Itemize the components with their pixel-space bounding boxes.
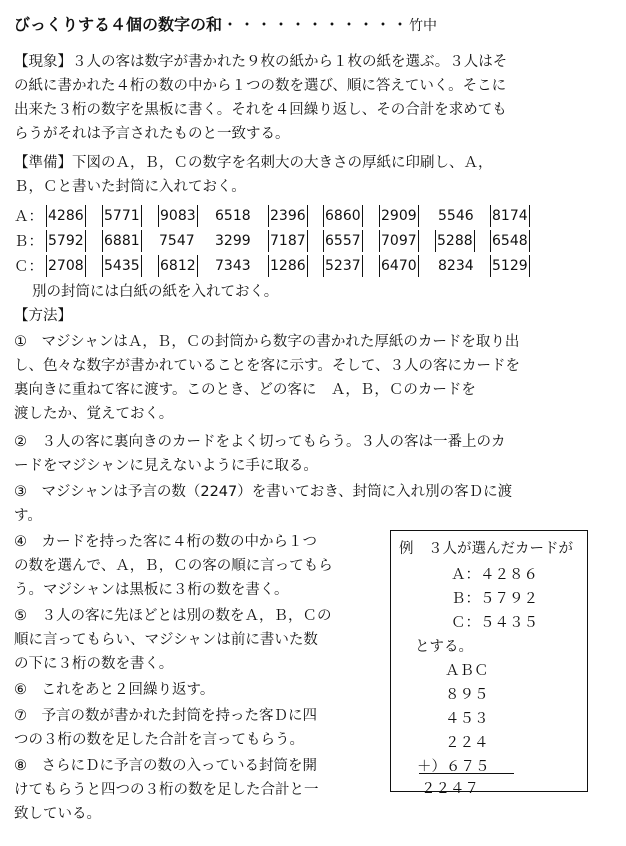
phenomenon-line: 出来た３桁の数字を黒板に書く。それを４回繰り返し、その合計を求めても [14, 102, 507, 118]
table-cell: 5546 [438, 208, 474, 224]
example-card-c: Ｃ：５４３５ [451, 615, 538, 631]
table-cell: 8174 [490, 205, 530, 227]
example-addend: ２２４ [445, 735, 489, 751]
prep-line: Ｂ，Ｃと書いた封筒に入れておく。 [14, 179, 246, 195]
method-line: ⑦ 予言の数が書かれた封筒を持った客Ｄに四 [14, 708, 317, 724]
table-cell: 6860 [323, 205, 363, 227]
table-cell: 6881 [102, 230, 142, 252]
row-label: Ｃ： [14, 259, 43, 275]
example-heading: 例 ３人が選んだカードが [399, 541, 573, 557]
method-line: 致している。 [14, 806, 101, 822]
table-cell: 7343 [215, 258, 251, 274]
table-cell: 8234 [438, 258, 474, 274]
table-row-a [14, 205, 528, 227]
example-sum: ２２４７ [421, 781, 479, 797]
table-cell: 5435 [102, 255, 142, 277]
example-addend: ８９５ [445, 687, 489, 703]
phenomenon-line: らうがそれは予言されたものと一致する。 [14, 126, 290, 142]
example-card-b: Ｂ：５７９２ [451, 591, 538, 607]
table-cell: 7547 [159, 233, 195, 249]
method-header: 【方法】 [14, 308, 72, 324]
table-cell: 6548 [490, 230, 530, 252]
table-cell: 6470 [379, 255, 419, 277]
table-cell: 2396 [268, 205, 308, 227]
method-line: の下に３桁の数を書く。 [14, 656, 174, 672]
method-line: し、色々な数字が書かれていることを客に示す。そして、３人の客にカードを [14, 358, 521, 374]
example-last-addend: ＋）６７５ [417, 759, 490, 775]
table-row-b [14, 230, 528, 252]
example-suffix: とする。 [415, 639, 473, 655]
method-line: ードをマジシャンに見えないように手に取る。 [14, 458, 318, 474]
title-dots: ・・・・・・・・・・・ [222, 15, 410, 34]
method-line: す。 [14, 508, 42, 524]
table-cell: 5792 [46, 230, 86, 252]
example-columns: ＡＢＣ [445, 663, 489, 679]
table-cell: 7097 [379, 230, 419, 252]
table-cell: 6812 [158, 255, 198, 277]
table-cell: 2909 [379, 205, 419, 227]
table-cell: 6557 [323, 230, 363, 252]
title-text: びっくりする４個の数字の和 [14, 15, 223, 34]
method-line: ⑤ ３人の客に先ほどとは別の数をＡ，Ｂ，Ｃの [14, 608, 332, 624]
table-cell: 3299 [215, 233, 251, 249]
prep-line: 【準備】下図のＡ，Ｂ，Ｃの数字を名刺大の大きさの厚紙に印刷し、Ａ， [14, 155, 493, 171]
method-line: 順に言ってもらい、マジシャンは前に書いた数 [14, 632, 318, 648]
table-cell: 1286 [268, 255, 308, 277]
example-box [390, 530, 588, 797]
table-row-c [14, 255, 528, 277]
table-cell: 4286 [46, 205, 86, 227]
method-line: 裏向きに重ねて客に渡す。このとき、どの客に Ａ，Ｂ，Ｃのカードを [14, 382, 476, 398]
table-cell: 2708 [46, 255, 86, 277]
table-cell: 5129 [490, 255, 530, 277]
method-line: の数を選んで、Ａ，Ｂ，Ｃの客の順に言ってもら [14, 558, 333, 574]
table-cell: 9083 [158, 205, 198, 227]
method-line: ① マジシャンはＡ，Ｂ，Ｃの封筒から数字の書かれた厚紙のカードを取り出 [14, 334, 520, 350]
method-line: ④ カードを持った客に４桁の数の中から１つ [14, 534, 317, 550]
example-card-a: Ａ：４２８６ [451, 567, 538, 583]
author: 竹中 [409, 18, 438, 34]
table-cell: 5771 [102, 205, 142, 227]
phenomenon-line: 【現象】３人の客は数字が書かれた９枚の紙から１枚の紙を選ぶ。３人はそ [14, 54, 508, 70]
method-line: ⑧ さらにＤに予言の数の入っている封筒を開 [14, 758, 317, 774]
row-label: Ａ： [14, 209, 43, 225]
method-line: ⑥ これをあと２回繰り返す。 [14, 682, 215, 698]
table-cell: 6518 [215, 208, 251, 224]
table-cell: 5237 [323, 255, 363, 277]
row-label: Ｂ： [14, 234, 43, 250]
table-cell: 5288 [435, 230, 475, 252]
prep-after: 別の封筒には白紙の紙を入れておく。 [32, 284, 279, 300]
method-line: けてもらうと四つの３桁の数を足した合計と一 [14, 782, 319, 798]
sum-divider [419, 773, 514, 774]
method-line: ③ マジシャンは予言の数（2247）を書いておき、封筒に入れ別の客Ｄに渡 [14, 484, 513, 500]
method-line: う。マジシャンは黒板に３桁の数を書く。 [14, 582, 289, 598]
method-line: ② ３人の客に裏向きのカードをよく切ってもらう。３人の客は一番上のカ [14, 434, 506, 450]
method-line: 渡したか、覚えておく。 [14, 406, 174, 422]
table-cell: 7187 [268, 230, 308, 252]
example-addend: ４５３ [445, 711, 489, 727]
method-line: つの３桁の数を足した合計を言ってもらう。 [14, 732, 304, 748]
page-title [14, 12, 437, 35]
phenomenon-line: の紙に書かれた４桁の数の中から１つの数を選び、順に答えていく。そこに [14, 78, 507, 94]
